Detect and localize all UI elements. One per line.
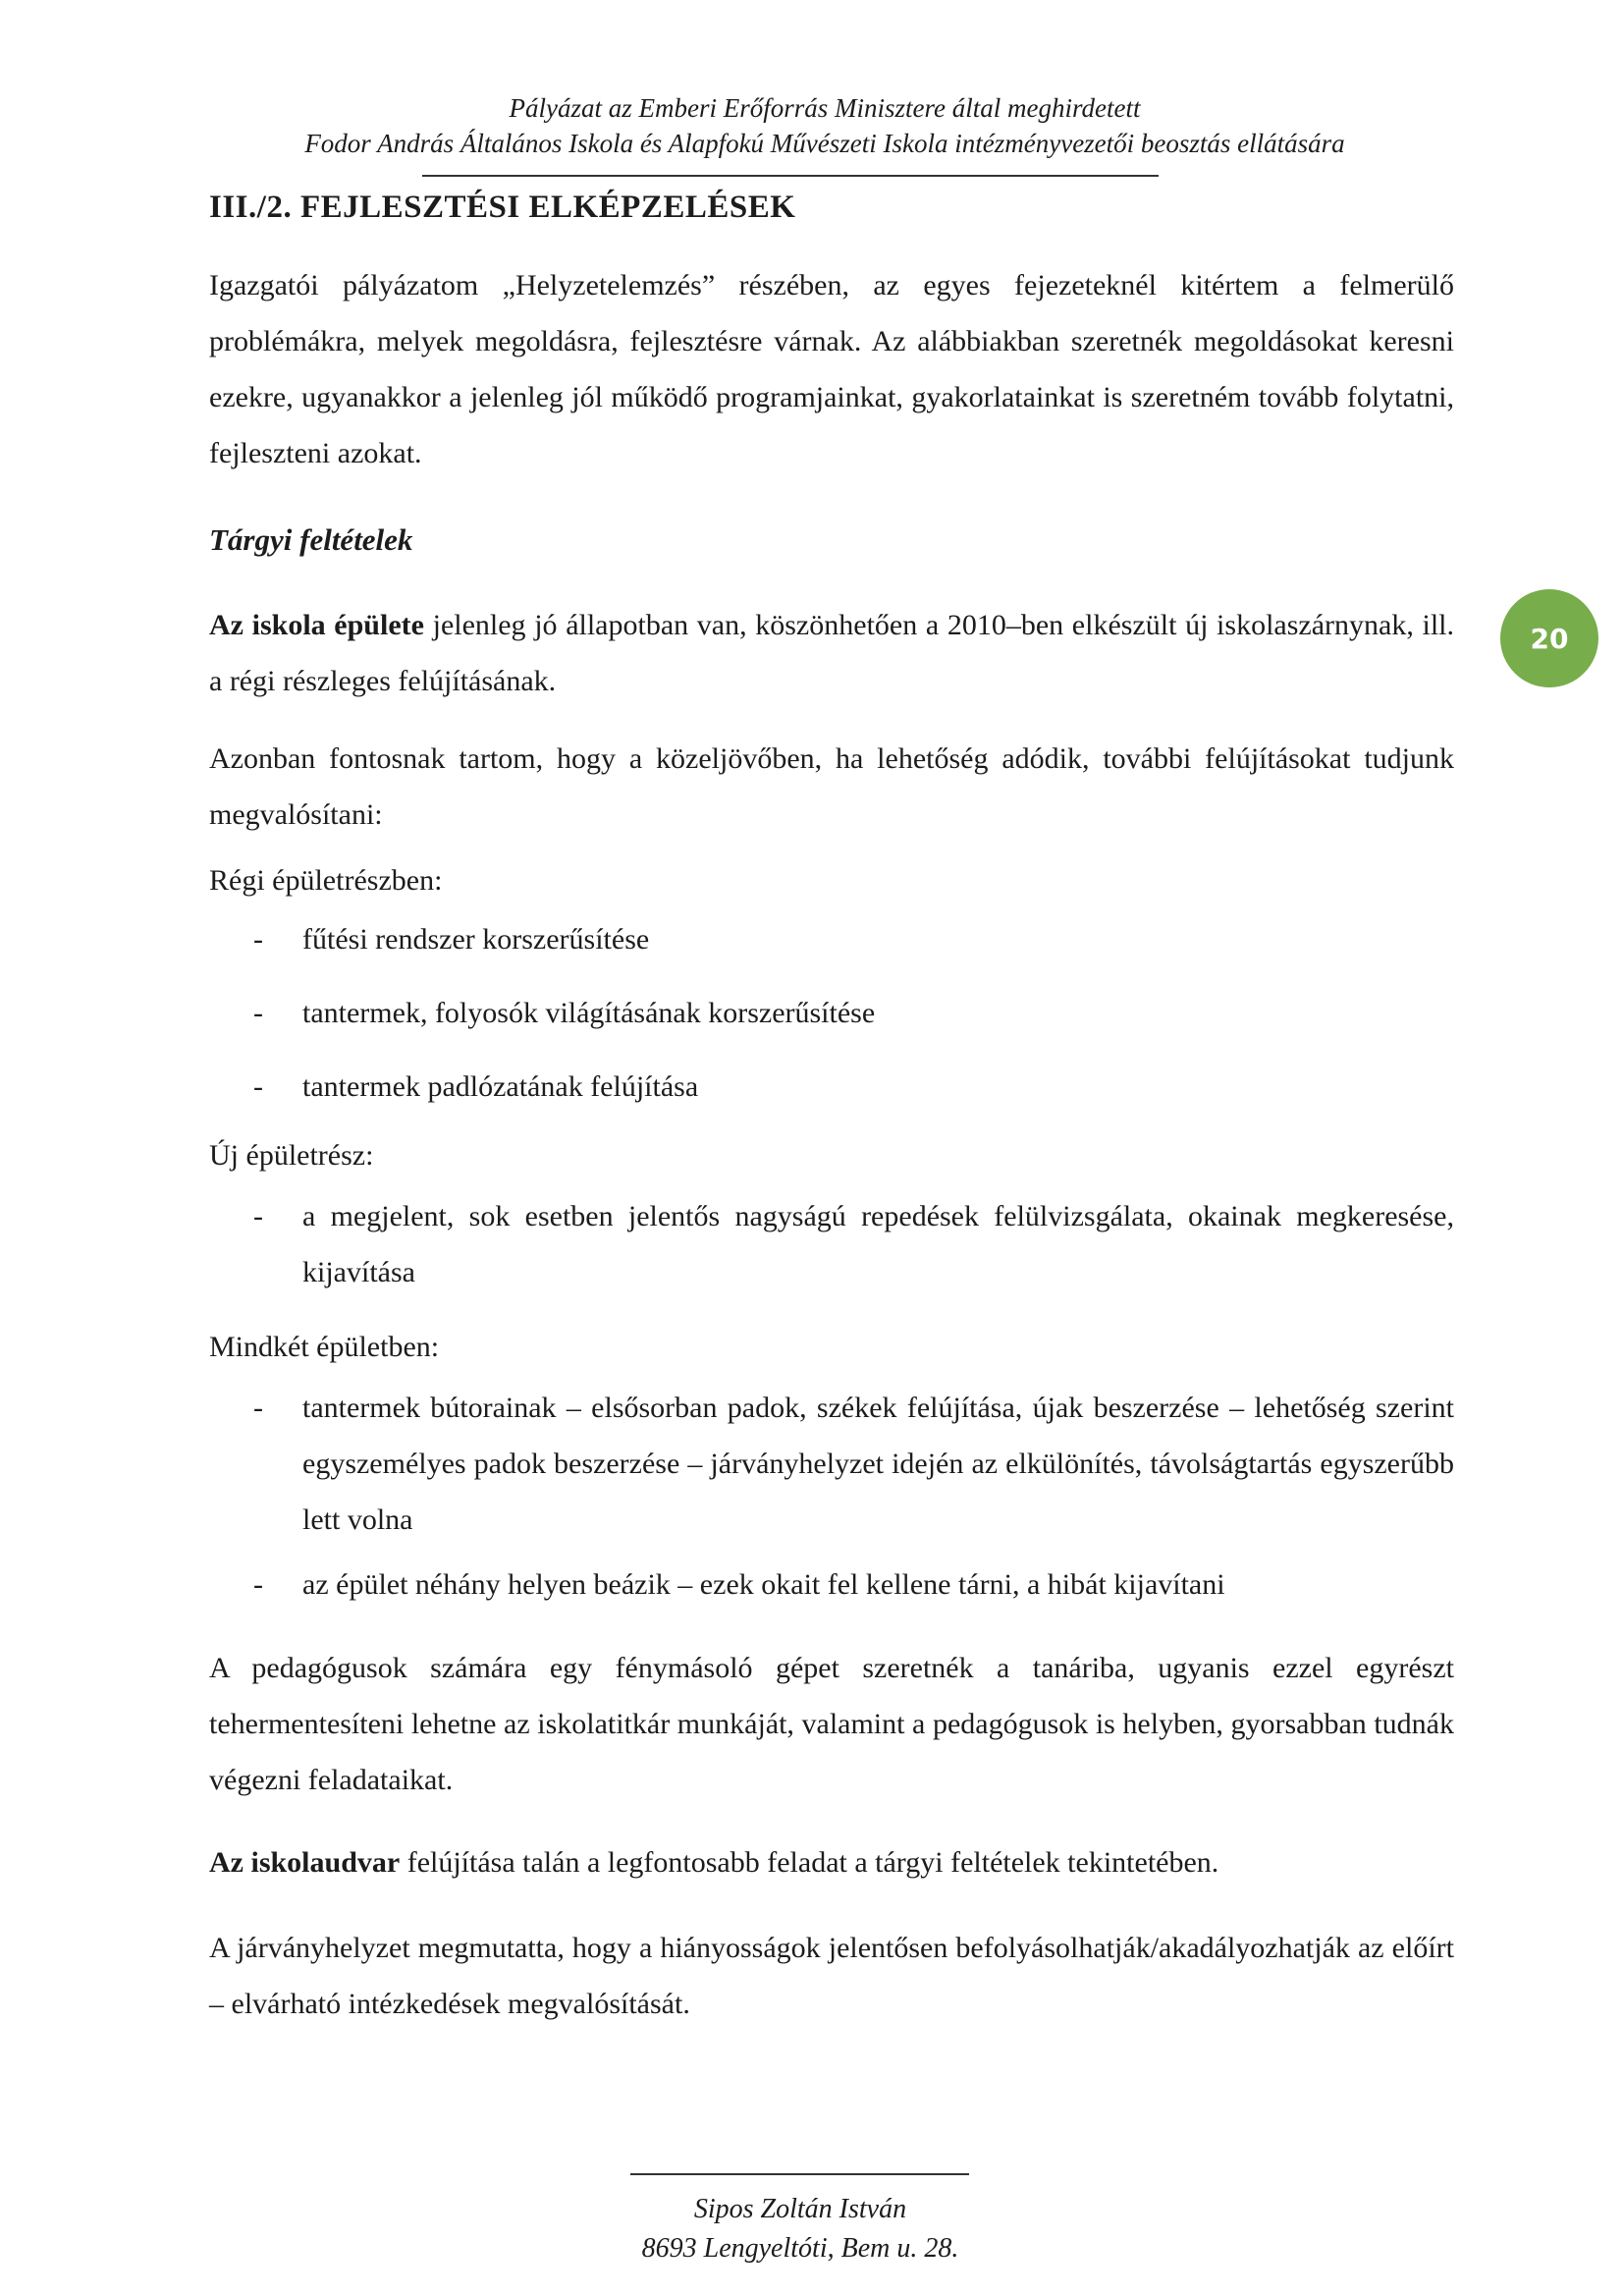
- pandemic-paragraph: A járványhelyzet megmutatta, hogy a hiányosságok jelentősen befolyásolhatják/akadályozhatják az előírt – elvárható intézkedések megvalósítását.: [209, 1932, 1454, 2020]
- yard-paragraph-bold: Az iskolaudvar: [209, 1846, 401, 1879]
- yard-paragraph-text: felújítása talán a legfontosabb feladat a tárgyi feltételek tekintetében.: [400, 1846, 1219, 1879]
- header-line-1: Pályázat az Emberi Erőforrás Minisztere által meghirdetett: [509, 93, 1141, 123]
- section-title: III./2. FEJLESZTÉSI ELKÉPZELÉSEK: [209, 190, 796, 225]
- building-paragraph-text: jelenleg jó állapotban van, köszönhetően a 2010–ben elkészült új iskolaszárnynak, ill. a régi részleges felújításának.: [209, 609, 1454, 697]
- renovation-paragraph: Azonban fontosnak tartom, hogy a közeljövőben, ha lehetőség adódik, további felújításokat tudjunk megvalósítani:: [209, 742, 1454, 831]
- footer-rule: [630, 2173, 969, 2175]
- intro-paragraph: Igazgatói pályázatom „Helyzetelemzés” részében, az egyes fejezeteknél kitértem a felmerülő problémákra, melyek megoldásra, fejlesztésre várnak. Az alábbiakban szeretnék megoldásokat keresni ezekre, ugyanakkor a jelenleg jól működő programjainkat, gyakorlatainkat is szeretném tovább folytatni, fejleszteni azokat.: [209, 269, 1454, 469]
- footer-name: Sipos Zoltán István: [693, 2194, 907, 2224]
- both-buildings-label: Mindkét épületben:: [209, 1331, 440, 1363]
- subheading-targyi-feltetelek: Tárgyi feltételek: [209, 522, 413, 557]
- building-paragraph-bold: Az iskola épülete: [209, 609, 424, 641]
- footer-address: 8693 Lengyeltóti, Bem u. 28.: [641, 2233, 959, 2264]
- old-building-label: Régi épületrészben:: [209, 864, 443, 897]
- both-buildings-item-1: - tantermek bútorainak – elsősorban padok, székek felújítása, újak beszerzése – lehetőség szerint egyszemélyes padok beszerzése – járványhelyzet idején az elkülönítés, távolságtartás egyszerűbb lett volna: [253, 1392, 1454, 1536]
- yard-paragraph: [209, 1834, 1454, 1890]
- building-paragraph: [209, 597, 1454, 709]
- page-header: [236, 90, 1414, 161]
- both-buildings-item-2: - az épület néhány helyen beázik – ezek okait fel kellene tárni, a hibát kijavítani: [253, 1568, 1225, 1601]
- old-building-item-3: - tantermek padlózatának felújítása: [253, 1070, 699, 1103]
- old-building-item-1: - fűtési rendszer korszerűsítése: [253, 923, 650, 956]
- new-building-label: Új épületrész:: [209, 1139, 374, 1172]
- header-line-2: Fodor András Általános Iskola és Alapfokú Művészeti Iskola intézményvezetői beosztás ellátására: [304, 129, 1345, 158]
- new-building-item-1: - a megjelent, sok esetben jelentős nagyságú repedések felülvizsgálata, okainak megkeresése, kijavítása: [253, 1200, 1454, 1288]
- page-number-badge: 20: [1500, 589, 1598, 687]
- header-rule: [422, 175, 1159, 177]
- copier-paragraph: A pedagógusok számára egy fénymásoló gépet szeretnék a tanáriba, ugyanis ezzel egyrészt tehermentesíteni lehetne az iskolatitkár munkáját, valamint a pedagógusok is helyben, gyorsabban tudnák végezni feladataikat.: [209, 1652, 1454, 1796]
- page-footer: [530, 2190, 1070, 2269]
- old-building-item-2: - tantermek, folyosók világításának korszerűsítése: [253, 997, 876, 1029]
